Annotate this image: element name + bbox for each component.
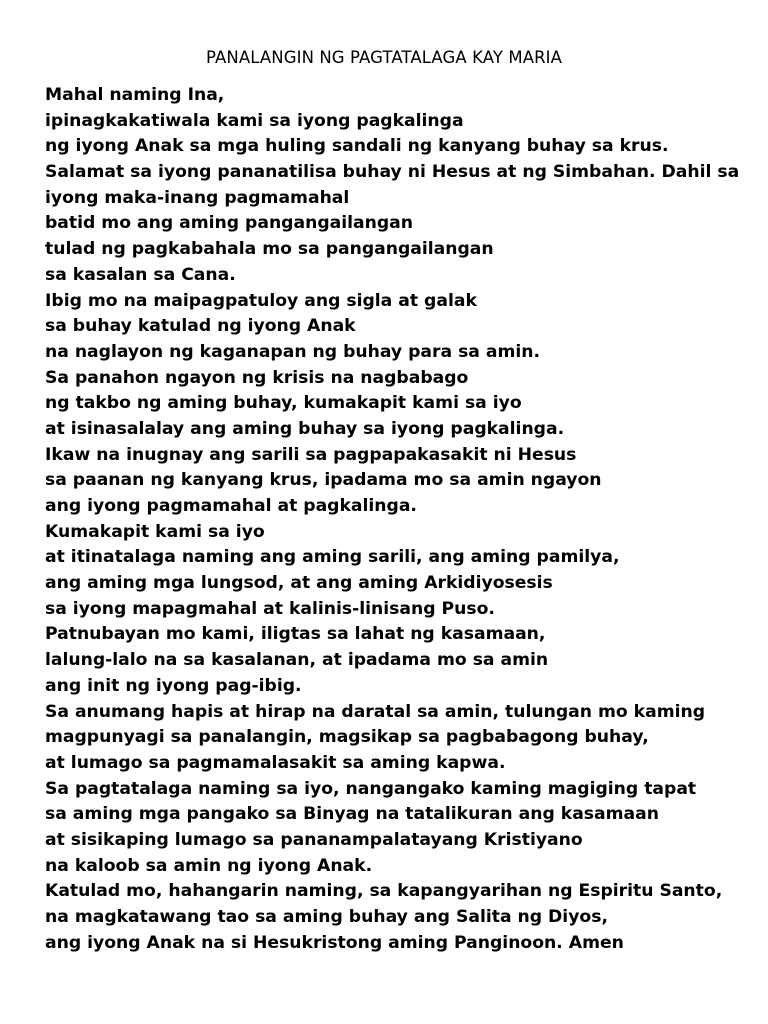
prayer-line: batid mo ang aming pangangailangan — [45, 213, 413, 234]
prayer-line: at isinasalalay ang aming buhay sa iyong pagkalinga. — [45, 418, 565, 439]
prayer-line: na magkatawang tao sa aming buhay ang Salita ng Diyos, — [45, 907, 608, 927]
prayer-line: Mahal naming Ina, — [45, 85, 225, 105]
prayer-line: Ibig mo na maipagpatuloy ang sigla at galak — [45, 290, 477, 311]
prayer-line: sa buhay katulad ng iyong Anak — [45, 316, 356, 337]
prayer-line: Salamat sa iyong pananatilisa buhay ni Hesus at ng Simbahan. Dahil sa — [45, 162, 740, 183]
prayer-line: sa aming mga pangako sa Binyag na tatalikuran ang kasamaan — [45, 804, 659, 825]
prayer-line: ang iyong pagmamahal at pagkalinga. — [45, 496, 417, 516]
prayer-line: na naglayon ng kaganapan ng buhay para sa amin. — [45, 341, 541, 362]
prayer-line: at itinatalaga naming ang aming sarili, ang aming pamilya, — [45, 547, 620, 568]
prayer-line: Sa anumang hapis at hirap na daratal sa amin, tulungan mo kaming — [45, 701, 706, 722]
prayer-line: Sa panahon ngayon ng krisis na nagbabago — [45, 367, 469, 388]
prayer-line: Katulad mo, hahangarin naming, sa kapangyarihan ng Espiritu Santo, — [45, 881, 723, 902]
prayer-line: at sisikaping lumago sa pananampalatayang Kristiyano — [45, 829, 583, 850]
prayer-line: Kumakapit kami sa iyo — [45, 521, 265, 542]
prayer-body — [45, 83, 760, 956]
prayer-line: ng takbo ng aming buhay, kumakapit kami sa iyo — [45, 393, 522, 414]
prayer-line: na kaloob sa amin ng iyong Anak. — [45, 855, 373, 876]
prayer-title: PANALANGIN NG PAGTATALAGA KAY MARIA — [206, 48, 562, 67]
prayer-line: lalung-lalo na sa kasalanan, at ipadama mo sa amin — [45, 650, 549, 671]
prayer-line: iyong maka-inang pagmamahal — [45, 187, 350, 208]
prayer-line: sa paanan ng kanyang krus, ipadama mo sa amin ngayon — [45, 470, 602, 491]
prayer-line: ang init ng iyong pag-ibig. — [45, 675, 302, 696]
prayer-line: sa iyong mapagmahal at kalinis-linisang Puso. — [45, 598, 495, 619]
prayer-line: ipinagkakatiwala kami sa iyong pagkalinga — [45, 110, 464, 131]
prayer-line: Sa pagtatalaga naming sa iyo, nangangako kaming magiging tapat — [45, 778, 697, 799]
prayer-line: Ikaw na inugnay ang sarili sa pagpapakasakit ni Hesus — [45, 444, 577, 465]
prayer-line: ang aming mga lungsod, at ang aming Arkidiyosesis — [45, 573, 553, 594]
prayer-line: at lumago sa pagmamalasakit sa aming kapwa. — [45, 752, 506, 773]
prayer-line: ang iyong Anak na si Hesukristong aming Panginoon. Amen — [45, 932, 624, 953]
prayer-line: Patnubayan mo kami, iligtas sa lahat ng kasamaan, — [45, 624, 546, 645]
prayer-line: magpunyagi sa panalangin, magsikap sa pagbabagong buhay, — [45, 727, 649, 748]
prayer-line: sa kasalan sa Cana. — [45, 264, 236, 285]
prayer-line: ng iyong Anak sa mga huling sandali ng kanyang buhay sa krus. — [45, 136, 669, 157]
prayer-line: tulad ng pagkabahala mo sa pangangailangan — [45, 239, 494, 260]
